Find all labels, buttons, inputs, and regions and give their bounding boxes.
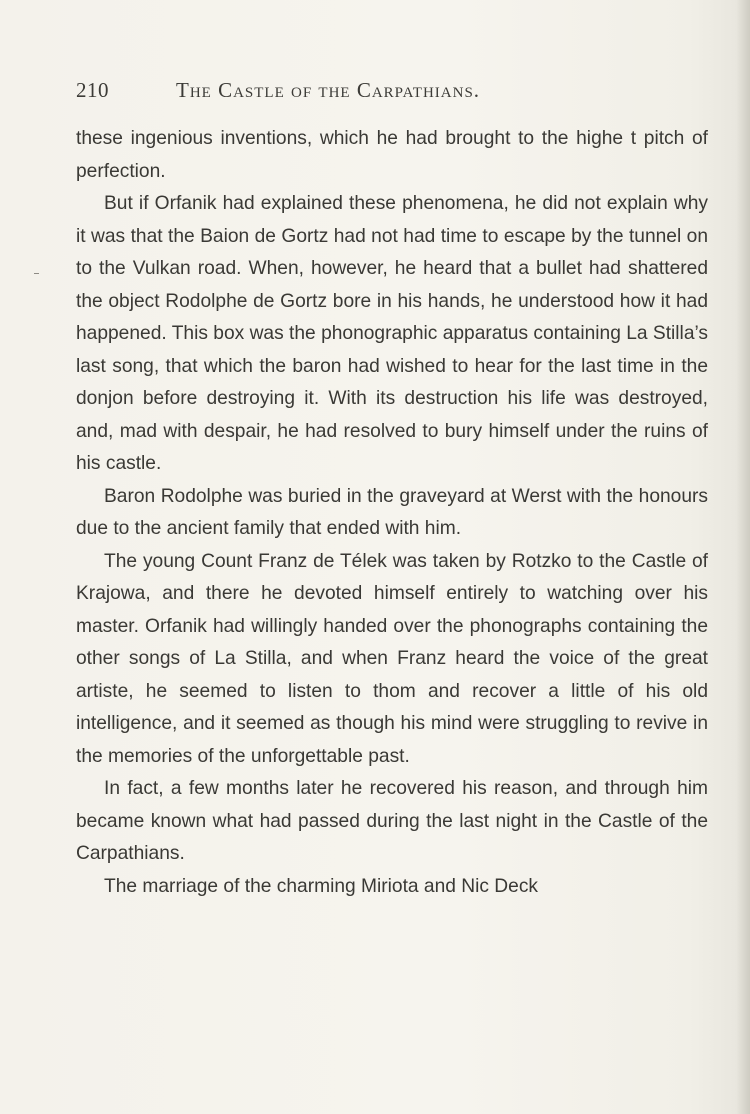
page-header [76,78,636,110]
body-text [76,123,708,903]
paragraph-orfanik-explained: But if Orfanik had explained these phenomena, he did not explain why it was that the Baion de Gortz had not had time to escape by the tunnel on to the Vulkan road. When, however, he heard that a bullet had shattered the object Rodolphe de Gortz bore in his hands, he understood how it had happened. This box was the phonographic apparatus containing La Stilla’s last song, that which the baron had wished to hear for the last time in the donjon before destroying it. With its destruction his life was destroyed, and, mad with despair, he had resolved to bury himself under the ruins of his castle. [76,193,708,474]
paragraph-continuation: these ingenious inventions, which he had brought to the highe t pitch of perfection. [76,128,708,182]
paragraph-baron-buried: Baron Rodolphe was buried in the graveyard at Werst with the honours due to the ancient family that ended with him. [76,485,708,539]
margin-mark [34,273,39,274]
paragraph-count-franz: The young Count Franz de Télek was taken by Rotzko to the Castle of Krajowa, and there he devoted himself entirely to watching over his master. Orfanik had willingly handed over the phonographs containing the other songs of La Stilla, and when Franz heard the voice of the great artiste, he seemed to listen to thom and recover a little of his old intelligence, and it seemed as though his mind were struggling to revive in the memories of the unforgettable past. [76,550,708,767]
running-title: The Castle of the Carpathians. [176,78,481,102]
page-number: 210 [76,78,109,102]
page-edge-shadow [736,0,750,1114]
paragraph-recovered-reason: In fact, a few months later he recovered his reason, and through him became known what had passed during the last night in the Castle of the Carpathians. [76,778,708,864]
paragraph-marriage: The marriage of the charming Miriota and Nic Deck [104,875,539,897]
